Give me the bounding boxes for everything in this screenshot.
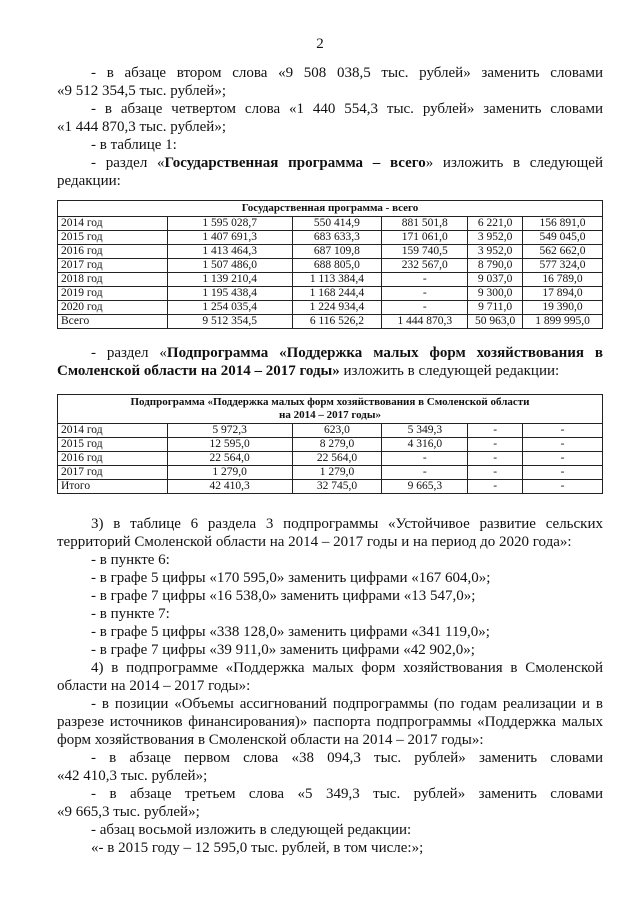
value-cell: 1 595 028,7	[167, 217, 292, 231]
value-cell: 1 254 035,4	[167, 301, 292, 315]
value-cell: -	[468, 438, 523, 452]
value-cell: 232 567,0	[382, 259, 468, 273]
value-cell: 683 633,3	[292, 231, 382, 245]
value-cell: 550 414,9	[292, 217, 382, 231]
table-2-title	[58, 395, 603, 424]
paragraph-2-line-1: - в абзаце четвертом слова «1 440 554,3 тыс. рублей» заменить словами	[91, 101, 603, 117]
value-cell: 687 109,8	[292, 245, 382, 259]
value-cell: -	[382, 466, 468, 480]
table-row	[58, 273, 603, 287]
row-label-cell: 2014 год	[58, 424, 168, 438]
table-row	[58, 315, 603, 329]
value-cell: 1 224 934,4	[292, 301, 382, 315]
paragraph-6-line-2: территорий Смоленской области на 2014 – 2017 годы и на период до 2020 года»:	[57, 534, 572, 550]
value-cell: 42 410,3	[167, 480, 292, 494]
value-cell: 12 595,0	[167, 438, 292, 452]
value-cell: -	[382, 273, 468, 287]
row-label-cell: 2020 год	[58, 301, 168, 315]
paragraph-8-line-3: форм хозяйствования в Смоленской области на 2014 – 2017 годы»:	[57, 732, 484, 748]
row-label-cell: 2016 год	[58, 452, 168, 466]
value-cell: -	[468, 452, 523, 466]
row-label-cell: 2016 год	[58, 245, 168, 259]
row-label-cell: 2017 год	[58, 466, 168, 480]
row-label-cell: 2015 год	[58, 438, 168, 452]
paragraph-5-bold-1: Подпрограмма «Поддержка малых форм хозяйствования в	[166, 345, 603, 361]
value-cell: 5 972,3	[167, 424, 292, 438]
value-cell: 5 349,3	[382, 424, 468, 438]
row-label-cell: 2017 год	[58, 259, 168, 273]
value-cell: 22 564,0	[292, 452, 382, 466]
paragraph-5-suffix: изложить в следующей редакции:	[339, 363, 560, 379]
paragraph-6	[57, 515, 603, 551]
table-2-title-line-1: Подпрограмма «Поддержка малых форм хозяйствования в Смоленской области	[130, 396, 530, 408]
paragraph-4-prefix: - раздел «	[91, 155, 165, 171]
value-cell: 1 195 438,4	[167, 287, 292, 301]
value-cell: 32 745,0	[292, 480, 382, 494]
value-cell: 8 790,0	[468, 259, 523, 273]
row-label-cell: Всего	[58, 315, 168, 329]
page-number: 2	[316, 36, 324, 52]
value-cell: 1 168 244,4	[292, 287, 382, 301]
list-item: - в графе 5 цифры «338 128,0» заменить цифрами «341 119,0»;	[91, 624, 490, 640]
list-item: - в пункте 7:	[91, 606, 170, 622]
table-row	[58, 424, 603, 438]
paragraph-3: - в таблице 1:	[91, 137, 177, 153]
paragraph-9-line-1: - в абзаце первом слова «38 094,3 тыс. рублей» заменить словами	[91, 750, 603, 766]
value-cell: 688 805,0	[292, 259, 382, 273]
table-row	[58, 301, 603, 315]
table-row	[58, 466, 603, 480]
value-cell: 6 221,0	[468, 217, 523, 231]
value-cell: 3 952,0	[468, 245, 523, 259]
table-row	[58, 217, 603, 231]
value-cell: 9 037,0	[468, 273, 523, 287]
row-label-cell: 2014 год	[58, 217, 168, 231]
value-cell: -	[523, 438, 603, 452]
list-item: - в графе 7 цифры «39 911,0» заменить цифрами «42 902,0»;	[91, 642, 475, 658]
paragraph-7-line-1: 4) в подпрограмме «Поддержка малых форм хозяйствования в Смоленской	[91, 660, 603, 676]
paragraph-2	[57, 100, 603, 136]
list-1	[57, 551, 603, 659]
paragraph-4-suffix: » изложить в следующей	[425, 155, 603, 171]
table-1-container	[57, 200, 603, 329]
paragraph-4	[57, 154, 603, 190]
value-cell: 17 894,0	[523, 287, 603, 301]
table-row	[58, 231, 603, 245]
table-2-title-line-2: на 2014 – 2017 годы»	[279, 409, 381, 421]
value-cell: -	[468, 466, 523, 480]
value-cell: 1 279,0	[292, 466, 382, 480]
paragraph-4-line-1	[57, 154, 603, 172]
table-row	[58, 452, 603, 466]
row-label-cell: 2018 год	[58, 273, 168, 287]
value-cell: 19 390,0	[523, 301, 603, 315]
paragraph-6-line-1: 3) в таблице 6 раздела 3 подпрограммы «Устойчивое развитие сельских	[91, 516, 603, 532]
paragraph-4-bold: Государственная программа – всего	[164, 155, 426, 171]
table-1	[57, 200, 603, 329]
paragraph-10-line-1: - в абзаце третьем слова «5 349,3 тыс. рублей» заменить словами	[91, 786, 603, 802]
paragraph-10	[57, 785, 603, 821]
paragraph-1	[57, 64, 603, 100]
table-2	[57, 394, 603, 494]
value-cell: 156 891,0	[523, 217, 603, 231]
table-row	[58, 287, 603, 301]
row-label-cell: 2015 год	[58, 231, 168, 245]
paragraph-10-line-2: «9 665,3 тыс. рублей»;	[57, 804, 200, 820]
paragraph-2-line-2: «1 444 870,3 тыс. рублей»;	[57, 119, 226, 135]
table-1-title: Государственная программа - всего	[58, 201, 603, 217]
paragraph-5-line-1	[57, 344, 603, 362]
paragraph-5-line-2	[57, 362, 603, 380]
table-row	[58, 438, 603, 452]
value-cell: 562 662,0	[523, 245, 603, 259]
value-cell: 881 501,8	[382, 217, 468, 231]
paragraph-1-line-2: «9 512 354,5 тыс. рублей»;	[57, 83, 226, 99]
value-cell: 549 045,0	[523, 231, 603, 245]
value-cell: 16 789,0	[523, 273, 603, 287]
value-cell: 623,0	[292, 424, 382, 438]
value-cell: 1 507 486,0	[167, 259, 292, 273]
paragraph-1-line-1: - в абзаце втором слова «9 508 038,5 тыс. рублей» заменить словами	[91, 65, 603, 81]
paragraph-5-bold-2: Смоленской области на 2014 – 2017 годы»	[57, 363, 340, 379]
table-row	[58, 245, 603, 259]
value-cell: -	[468, 480, 523, 494]
table-row	[58, 259, 603, 273]
paragraph-9-line-2: «42 410,3 тыс. рублей»;	[57, 768, 208, 784]
value-cell: 9 512 354,5	[167, 315, 292, 329]
paragraph-5-prefix: - раздел «	[91, 345, 167, 361]
row-label-cell: 2019 год	[58, 287, 168, 301]
value-cell: 9 300,0	[468, 287, 523, 301]
value-cell: 1 899 995,0	[523, 315, 603, 329]
table-row	[58, 480, 603, 494]
value-cell: -	[382, 287, 468, 301]
value-cell: -	[523, 480, 603, 494]
value-cell: 1 113 384,4	[292, 273, 382, 287]
value-cell: 159 740,5	[382, 245, 468, 259]
value-cell: 577 324,0	[523, 259, 603, 273]
value-cell: 1 279,0	[167, 466, 292, 480]
value-cell: -	[382, 301, 468, 315]
value-cell: 22 564,0	[167, 452, 292, 466]
value-cell: 9 665,3	[382, 480, 468, 494]
value-cell: 1 444 870,3	[382, 315, 468, 329]
table-2-container	[57, 394, 603, 494]
paragraph-11: - абзац восьмой изложить в следующей редакции:	[91, 822, 412, 838]
value-cell: 9 711,0	[468, 301, 523, 315]
value-cell: 1 413 464,3	[167, 245, 292, 259]
list-item: - в графе 7 цифры «16 538,0» заменить цифрами «13 547,0»;	[91, 588, 476, 604]
paragraph-7	[57, 659, 603, 695]
paragraph-8-line-1: - в позиции «Объемы ассигнований подпрограммы (по годам реализации и в	[91, 696, 603, 712]
row-label-cell: Итого	[58, 480, 168, 494]
value-cell: -	[523, 466, 603, 480]
value-cell: -	[523, 452, 603, 466]
value-cell: 1 139 210,4	[167, 273, 292, 287]
value-cell: -	[468, 424, 523, 438]
paragraph-5	[57, 344, 603, 380]
list-item: - в графе 5 цифры «170 595,0» заменить цифрами «167 604,0»;	[91, 570, 491, 586]
value-cell: -	[523, 424, 603, 438]
value-cell: 8 279,0	[292, 438, 382, 452]
value-cell: -	[382, 452, 468, 466]
paragraph-8	[57, 695, 603, 749]
paragraph-9	[57, 749, 603, 785]
paragraph-7-line-2: области на 2014 – 2017 годы»:	[57, 678, 251, 694]
value-cell: 171 061,0	[382, 231, 468, 245]
paragraph-4-line-2: редакции:	[57, 173, 121, 189]
value-cell: 3 952,0	[468, 231, 523, 245]
list-item: - в пункте 6:	[91, 552, 170, 568]
paragraph-8-line-2: разрезе источников финансирования)» паспорта подпрограммы «Поддержка малых	[57, 714, 603, 730]
value-cell: 4 316,0	[382, 438, 468, 452]
value-cell: 1 407 691,3	[167, 231, 292, 245]
paragraph-12: «- в 2015 году – 12 595,0 тыс. рублей, в том числе:»;	[91, 840, 424, 856]
value-cell: 50 963,0	[468, 315, 523, 329]
value-cell: 6 116 526,2	[292, 315, 382, 329]
